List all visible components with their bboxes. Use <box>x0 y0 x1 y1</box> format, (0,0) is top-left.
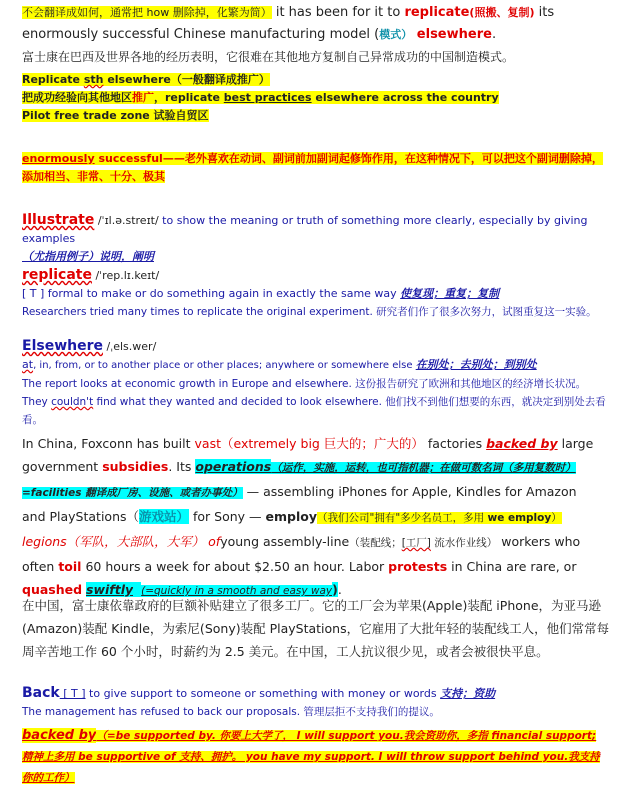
keyword-elsewhere: elsewhere <box>412 27 492 42</box>
paragraph-foxconn-chinese: 在中国，富士康依靠政府的巨额补贴建立了很多工厂。它的工厂会为苹果(Apple)装配 iPhone，为亚马逊(Amazon)装配 Kindle，为索尼(Sony)装配 PlayStations，它雇用了大批年轻的装配线工人，他们常常每周辛苦地工作 60 个小时，时薪约为 2.5 美元。在中国，工人抗议很少见，或者会被很快平息。 <box>22 598 610 659</box>
paragraph-foxconn: In China, Foxconn has built vast（extremely big 巨大的；广大的） factories backed by large government subsidies. Its operations（运作，实施，运转，也可指机器；在做可数名词（多用复数时） =facilities 翻译成厂房、设施、或者办事处） — assembling iPhones for Apple, Kindles for Amazon and PlayStations（游戏站） for Sony — employ（我们公司"拥有"多少名员工，多用 we employ） legions（军队，大部队，大军） ofyoung assembly-line（装配线；[工厂] 流水作业线） workers who often toil 60 hours a week for about $2.50 an hour. Labor protests in China are rare, or quashed swiftly (=quickly in a smooth and easy way). <box>22 436 594 597</box>
paragraph-replicate-intro: 不会翻译成如何，通常把 how 删除掉，化繁为简） it has been for it to replicate(照搬、复制) its enormously successful Chinese manufacturing model (模式） elsewhere. 富士康在巴西及世界各地的经历表明，它很难在其他地方复制自己异常成功的中国制造模式。 <box>22 5 555 64</box>
chinese-translation: 富士康在巴西及世界各地的经历表明，它很难在其他地方复制自己异常成功的中国制造模式。 <box>22 50 515 64</box>
translation-note: 不会翻译成如何，通常把 how 删除掉，化繁为简） <box>22 6 272 19</box>
keyword-legions: legions（军队，大部队，大军） of <box>22 534 221 549</box>
keyword-backed-by-note: backed by <box>22 728 97 743</box>
headword-illustrate: Illustrate <box>22 212 95 228</box>
keyword-operations: operations <box>195 459 272 474</box>
keyword-employ: employ <box>265 509 317 524</box>
keyword-swiftly: swiftly <box>86 582 134 597</box>
entry-back: Back [ T ] to give support to someone or something with money or words 支持；资助 The management has refused to back our proposals. 管理层拒不支持我们的提议。 <box>22 685 496 718</box>
keyword-toil: toil <box>58 559 82 574</box>
headword-back: Back <box>22 685 60 701</box>
entry-replicate: replicate /ˈrep.lɪ.keɪt/ [ T ] formal to make or do something again in exactly the same way 使复现；重复；复制 Researchers tried many times to replicate the original experiment. 研究者们作了很多次努力，试图重复这一实验。 <box>22 267 597 318</box>
keyword-replicate: replicate <box>404 5 470 20</box>
keyword-backed-by: backed by <box>486 436 558 451</box>
adverb-note: enormously successful——老外喜欢在动词、副词前加副词起修饰作用，在这种情况下，可以把这个副词删除掉， 添加相当、非常、十分、极其 <box>22 152 603 183</box>
headword-replicate: replicate <box>22 267 92 283</box>
backed-by-note: backed by（=be supported by. 你要上大学了， I will support you.我会资助你，多指 financial support; 精神上多用 be supportive of 支持、拥护。 you have my support. I will throw support behind you.我支持 你的工作） <box>22 728 600 784</box>
keyword-subsidies: subsidies <box>102 459 169 474</box>
keyword-vast: vast（extremely big 巨大的；广大的） <box>194 436 424 451</box>
entry-illustrate: Illustrate /ˈɪl.ə.streɪt/ to show the meaning or truth of something more clearly, especially by giving examples （尤指用例子）说明，阐明 <box>22 212 588 263</box>
keyword-quashed: quashed <box>22 582 83 597</box>
headword-elsewhere: Elsewhere <box>22 338 103 354</box>
entry-elsewhere: Elsewhere /ˌels.wer/ at, in, from, or to another place or other places; anywhere or somewhere else 在别处；去别处；到别处 The report looks at economic growth in Europe and elsewhere. 这份报告研究了欧洲和其他地区的经济增长状况。 They couldn't find what they wanted and decided to look elsewhere. 他们找不到他们想要的东西，就决定到别处去看 看。 <box>22 338 606 426</box>
replicate-notes: Replicate sth elsewhere（一般翻译成推广） 把成功经验向其他地区推广，replicate best practices elsewhere across the country Pilot free trade zone 试验自贸区 <box>22 73 499 122</box>
keyword-protests: protests <box>388 559 448 574</box>
